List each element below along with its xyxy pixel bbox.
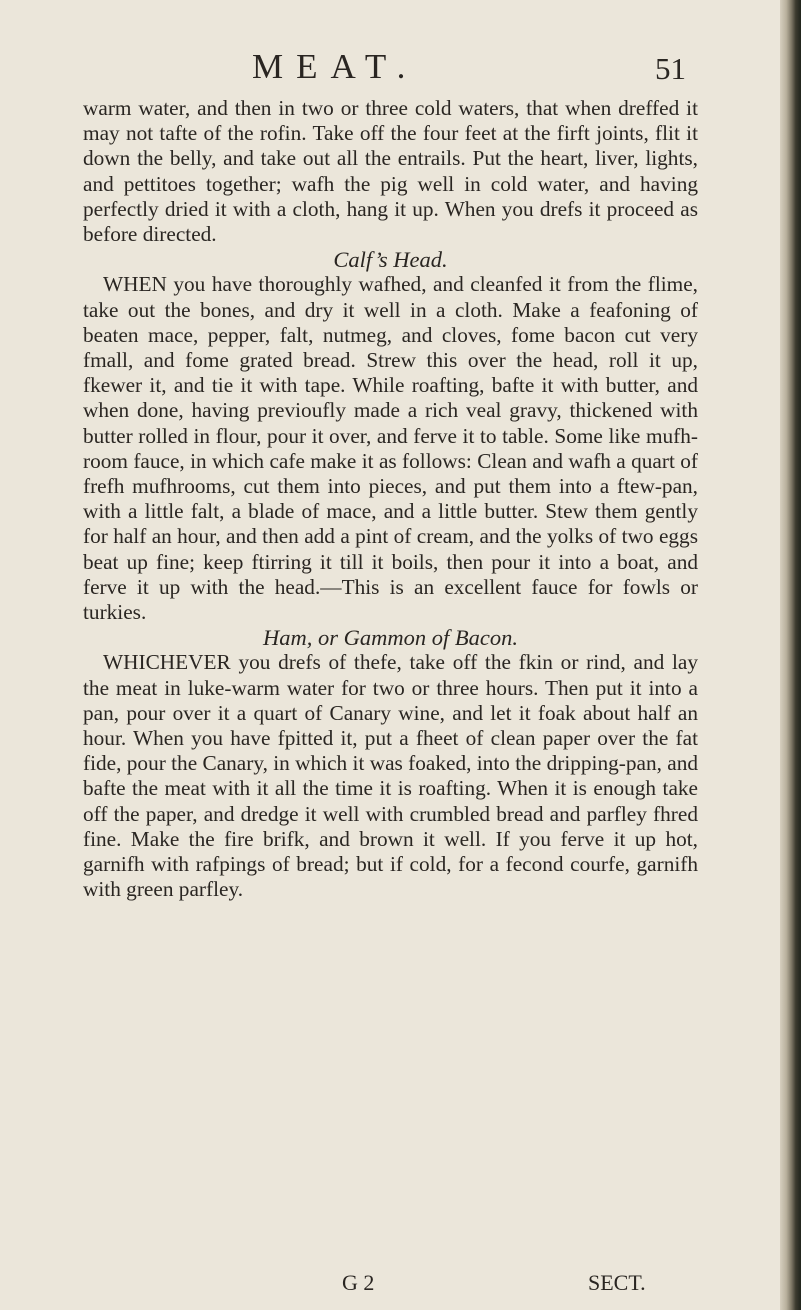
page-footer <box>0 1268 780 1298</box>
body-text <box>83 96 698 903</box>
page-number: 51 <box>655 51 686 86</box>
running-head: MEAT. <box>252 47 419 86</box>
opening-paragraph: warm water, and then in two or three cold waters, that when dreffed it may not tafte of the rofin. Take off the four feet at the firft joints, flit it down the belly, and take out all the entrails. Put the heart, liver, lights, and pettitoes together; wafh the pig well in cold water, and having perfectly dried it with a cloth, hang it up. When you drefs it proceed as before directed. <box>83 96 698 247</box>
section-heading-calfs-head: Calf’s Head. <box>333 247 448 273</box>
section-heading-ham: Ham, or Gammon of Bacon. <box>263 625 518 651</box>
catchword: SECT. <box>588 1270 646 1295</box>
signature-mark: G 2 <box>342 1270 375 1295</box>
page-edge <box>780 0 801 1310</box>
ham-paragraph: WHICHEVER you drefs of thefe, take off the fkin or rind, and lay the meat in luke-warm water for two or three hours. Then put it into a pan, pour over it a quart of Canary wine, and let it foak about half an hour. When you have fpitted it, put a fheet of clean paper over the fat fide, pour the Canary, in which it was foaked, into the dripping-pan, and bafte the meat with it all the time it is roafting. When it is enough take off the paper, and dredge it well with crumbled bread and parfley fhred fine. Make the fire brifk, and brown it well. If you ferve it up hot, garnifh with rafpings of bread; but if cold, for a fecond courfe, garnifh with green parfley. <box>83 650 698 902</box>
calfs-head-paragraph: WHEN you have thoroughly wafhed, and cleanfed it from the flime, take out the bones, and dry it well in a cloth. Make a feafoning of beaten mace, pepper, falt, nutmeg, and cloves, fome bacon cut very fmall, and fome grated bread. Strew this over the head, roll it up, fkewer it, and tie it with tape. While roafting, bafte it with butter, and when done, having previoufly made a rich veal gravy, thickened with butter rolled in flour, pour it over, and ferve it to table. Some like mufh-room fauce, in which cafe make it as follows: Clean and wafh a quart of frefh mufhrooms, cut them into pieces, and put them into a ftew-pan, with a little falt, a blade of mace, and a little butter. Stew them gently for half an hour, and then add a pint of cream, and the yolks of two eggs beat up fine; keep ftirring it till it boils, then pour it into a boat, and ferve it up with the head.—This is an excellent fauce for fowls or turkies. <box>83 272 698 625</box>
page-header <box>0 42 780 92</box>
